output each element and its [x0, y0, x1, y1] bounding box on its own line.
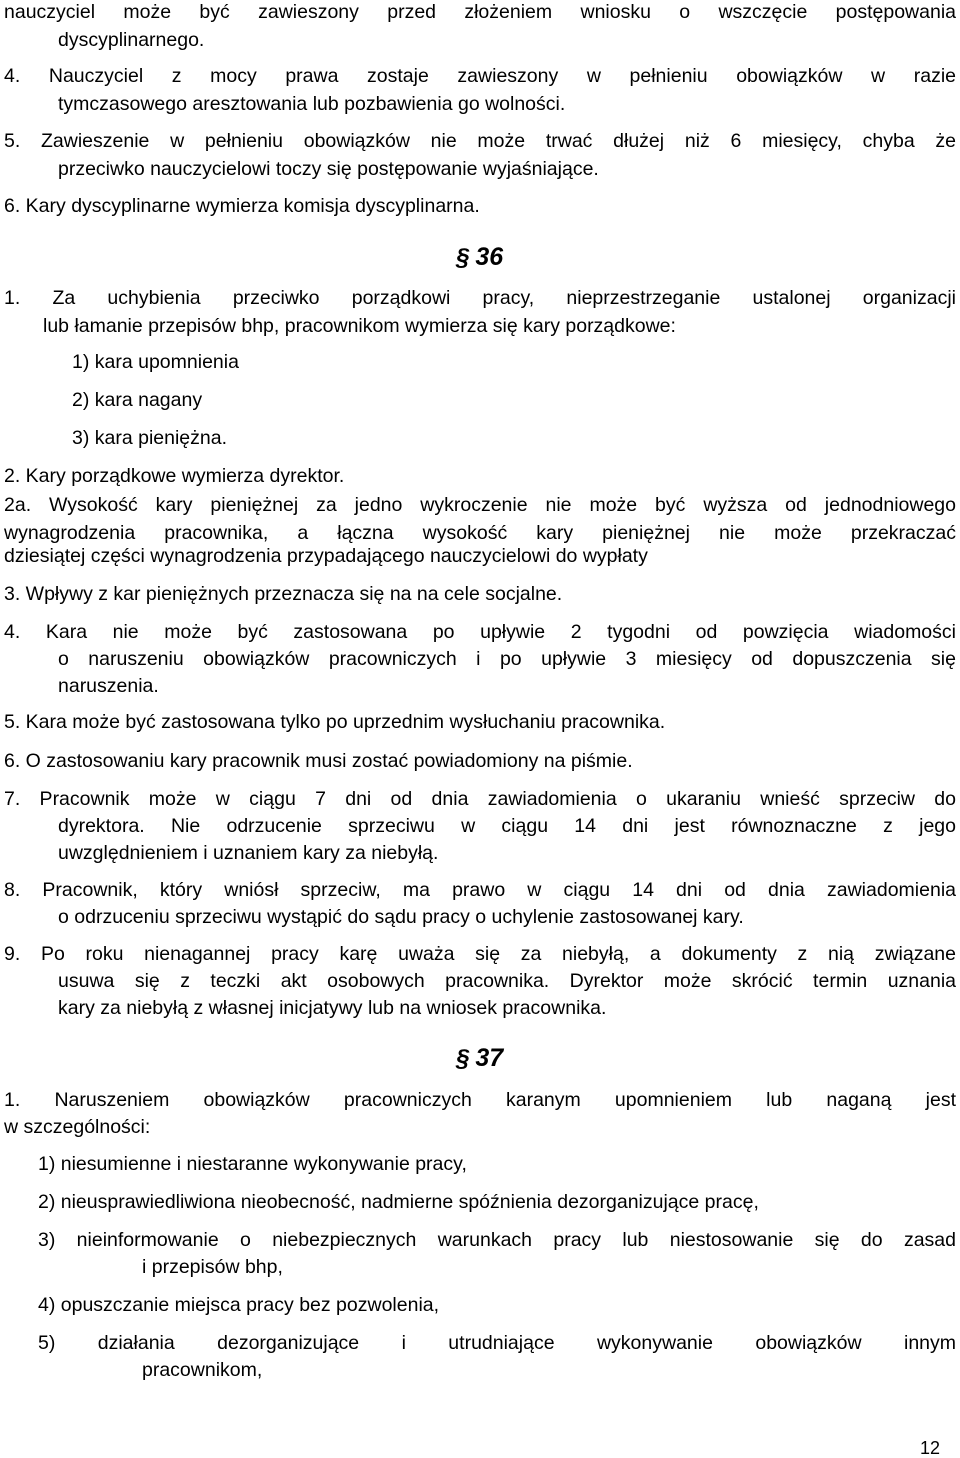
section-heading-37	[456, 1043, 503, 1074]
paragraph-line: 3. Wpływy z kar pieniężnych przeznacza się na na cele socjalne.	[4, 583, 563, 605]
section-number: 37	[475, 1044, 504, 1072]
list-item-continuation: pracownikom,	[142, 1359, 263, 1381]
paragraph-line: naruszenia.	[58, 675, 159, 697]
section-heading-36	[456, 242, 503, 273]
paragraph-line: dyrektora. Nie odrzucenie sprzeciwu w ciągu 14 dni jest równoznaczne z jego	[58, 815, 956, 837]
paragraph-line: nauczyciel może być zawieszony przed złożeniem wniosku o wszczęcie postępowania	[4, 1, 956, 23]
paragraph-line: o odrzuceniu sprzeciwu wystąpić do sądu pracy o uchylenie zastosowanej kary.	[58, 906, 744, 928]
paragraph-line: 4. Kara nie może być zastosowana po upływie 2 tygodni od powzięcia wiadomości	[4, 621, 956, 643]
paragraph-line: w szczególności:	[4, 1116, 151, 1138]
paragraph-line: lub łamanie przepisów bhp, pracownikom wymierza się kary porządkowe:	[43, 315, 676, 337]
list-item: 2) nieusprawiedliwiona nieobecność, nadmierne spóźnienia dezorganizujące pracę,	[38, 1191, 759, 1213]
paragraph-line: 9. Po roku nienagannej pracy karę uważa się za niebyłą, a dokumenty z nią związane	[4, 943, 956, 965]
paragraph-line: 8. Pracownik, który wniósł sprzeciw, ma prawo w ciągu 14 dni od dnia zawiadomienia	[4, 879, 956, 901]
list-item: 3) kara pieniężna.	[72, 427, 228, 449]
paragraph-line: 6. O zastosowaniu kary pracownik musi zostać powiadomiony na piśmie.	[4, 750, 633, 772]
section-number: 36	[475, 243, 504, 271]
paragraph-line: 2a. Wysokość kary pieniężnej za jedno wykroczenie nie może być wyższa od jednodniowego	[4, 494, 956, 516]
paragraph-line: 7. Pracownik może w ciągu 7 dni od dnia zawiadomienia o ukaraniu wnieść sprzeciw do	[4, 788, 956, 810]
list-item: 1) niesumienne i niestaranne wykonywanie pracy,	[38, 1153, 467, 1175]
paragraph-line: 1. Naruszeniem obowiązków pracowniczych karanym upomnieniem lub naganą jest	[4, 1089, 956, 1111]
list-item: 2) kara nagany	[72, 389, 203, 411]
list-item: 5) działania dezorganizujące i utrudniające wykonywanie obowiązków innym	[38, 1332, 956, 1354]
paragraph-line: kary za niebyłą z własnej inicjatywy lub na wniosek pracownika.	[58, 997, 607, 1019]
list-item: 3) nieinformowanie o niebezpiecznych warunkach pracy lub niestosowanie się do zasad	[38, 1229, 956, 1251]
page-number: 12	[920, 1438, 941, 1458]
paragraph-line: 4. Nauczyciel z mocy prawa zostaje zawieszony w pełnieniu obowiązków w razie	[4, 65, 956, 87]
section-symbol: §	[456, 1045, 470, 1072]
list-item: 4) opuszczanie miejsca pracy bez pozwolenia,	[38, 1294, 440, 1316]
paragraph-line: wynagrodzenia pracownika, a łączna wysokość kary pieniężnej nie może przekraczać	[4, 522, 956, 544]
paragraph-line: 1. Za uchybienia przeciwko porządkowi pracy, nieprzestrzeganie ustalonej organizacji	[4, 287, 956, 309]
paragraph-line: usuwa się z teczki akt osobowych pracownika. Dyrektor może skrócić termin uznania	[58, 970, 956, 992]
paragraph-line: 6. Kary dyscyplinarne wymierza komisja dyscyplinarna.	[4, 195, 480, 217]
paragraph-line: 5. Kara może być zastosowana tylko po uprzednim wysłuchaniu pracownika.	[4, 711, 666, 733]
paragraph-line: przeciwko nauczycielowi toczy się postępowanie wyjaśniające.	[58, 158, 599, 180]
paragraph-line: dziesiątej części wynagrodzenia przypadającego nauczycielowi do wypłaty	[4, 545, 648, 567]
paragraph-line: 5. Zawieszenie w pełnieniu obowiązków nie może trwać dłużej niż 6 miesięcy, chyba że	[4, 130, 956, 152]
paragraph-line: tymczasowego aresztowania lub pozbawienia go wolności.	[58, 93, 566, 115]
paragraph-line: o naruszeniu obowiązków pracowniczych i po upływie 3 miesięcy od dopuszczenia się	[58, 648, 956, 670]
list-item: 1) kara upomnienia	[72, 351, 239, 373]
list-item-continuation: i przepisów bhp,	[142, 1256, 283, 1278]
paragraph-line: dyscyplinarnego.	[58, 29, 205, 51]
paragraph-line: uwzględnieniem i uznaniem kary za niebyłą.	[58, 842, 439, 864]
paragraph-line: 2. Kary porządkowe wymierza dyrektor.	[4, 465, 345, 487]
section-symbol: §	[456, 244, 470, 271]
